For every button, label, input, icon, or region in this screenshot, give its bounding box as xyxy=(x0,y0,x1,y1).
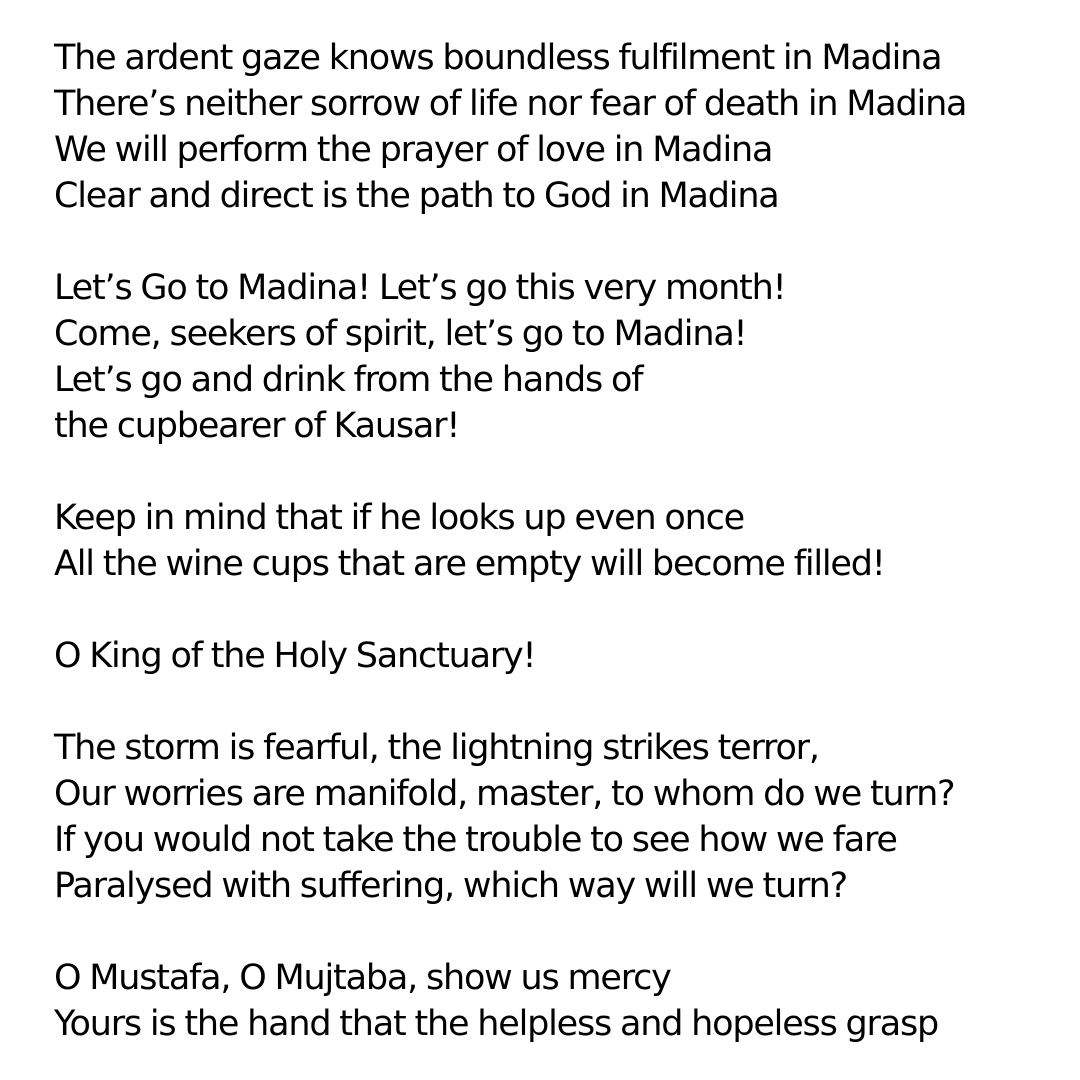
poem-line: O Mustafa, O Mujtaba, show us mercy xyxy=(54,958,671,998)
stanza-4 xyxy=(54,633,1064,679)
stanza-2 xyxy=(54,265,1064,449)
poem-line: All the wine cups that are empty will become filled! xyxy=(54,544,885,584)
stanza-5 xyxy=(54,725,1064,909)
poem-line: If you would not take the trouble to see how we fare xyxy=(54,820,897,860)
stanza-6 xyxy=(54,955,1064,1047)
poem-line: The storm is fearful, the lightning strikes terror, xyxy=(54,728,819,768)
poem-line: There’s neither sorrow of life nor fear of death in Madina xyxy=(54,84,967,124)
poem-text xyxy=(54,35,1064,1047)
poem-line: O King of the Holy Sanctuary! xyxy=(54,636,536,676)
poem-line: Let’s go and drink from the hands of xyxy=(54,360,643,400)
stanza-3 xyxy=(54,495,1064,587)
poem-line: Let’s Go to Madina! Let’s go this very month! xyxy=(54,268,786,308)
poem-line: Our worries are manifold, master, to whom do we turn? xyxy=(54,774,955,814)
poem-line: Come, seekers of spirit, let’s go to Madina! xyxy=(54,314,747,354)
poem-line: Keep in mind that if he looks up even once xyxy=(54,498,744,538)
poem-line: Paralysed with suffering, which way will we turn? xyxy=(54,866,847,906)
poem-line: Yours is the hand that the helpless and hopeless grasp xyxy=(54,1004,939,1044)
stanza-1 xyxy=(54,35,1064,219)
poem-line: We will perform the prayer of love in Madina xyxy=(54,130,773,170)
poem-line: The ardent gaze knows boundless fulfilment in Madina xyxy=(54,38,942,78)
poem-line: Clear and direct is the path to God in Madina xyxy=(54,176,779,216)
poem-line: the cupbearer of Kausar! xyxy=(54,406,460,446)
